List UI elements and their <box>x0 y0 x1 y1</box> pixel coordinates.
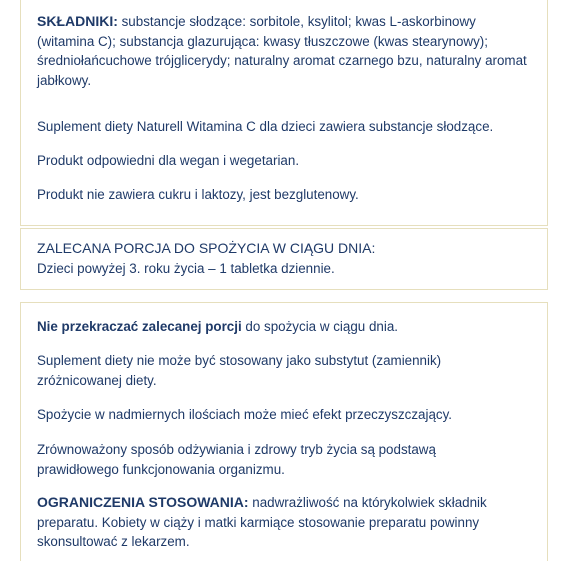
warnings-panel <box>20 302 548 561</box>
substitute-line-2: zróżnicowanej diety. <box>37 372 157 388</box>
restrictions-line-1 <box>37 493 537 513</box>
dosage-panel <box>20 228 548 290</box>
sugar-free-note: Produkt nie zawiera cukru i laktozy, jest bezglutenowy. <box>37 187 359 202</box>
vegan-note: Produkt odpowiedni dla wegan i wegetarian. <box>37 153 300 168</box>
dosage-heading: ZALECANA PORCJA DO SPOŻYCIA W CIĄGU DNIA: <box>37 240 376 256</box>
sweeteners-note: Suplement diety Naturell Witamina C dla dzieci zawiera substancje słodzące. <box>37 119 494 134</box>
ingredients-line-4: jabłkowy. <box>37 72 92 88</box>
do-not-exceed-note <box>37 317 537 337</box>
dosage-text: Dzieci powyżej 3. roku życia – 1 tabletka dziennie. <box>37 261 335 276</box>
restrictions-line-3: skonsultować z lekarzem. <box>37 534 190 549</box>
ingredients-panel <box>20 0 548 226</box>
ingredients-line-3: średniołańcuchowe trójglicerydy; naturalny aromat czarnego bzu, naturalny aromat <box>37 53 527 68</box>
laxative-note: Spożycie w nadmiernych ilościach może mieć efekt przeczyszczający. <box>37 407 453 422</box>
ingredients-text-1: substancje słodzące: sorbitole, ksylitol; kwas L-askorbinowy <box>117 14 476 29</box>
restrictions-note <box>37 493 537 552</box>
do-not-exceed-rest: do spożycia w ciągu dnia. <box>241 319 399 334</box>
restrictions-line-2: preparatu. Kobiety w ciąży i matki karmiące stosowanie preparatu powinny <box>37 514 480 530</box>
ingredients-paragraph <box>37 12 537 90</box>
do-not-exceed-bold: Nie przekraczać zalecanej porcji <box>37 319 242 334</box>
ingredients-line-2: (witamina C); substancja glazurująca: kwasy tłuszczowe (kwas stearynowy); <box>37 33 488 49</box>
lifestyle-line-2: prawidłowego funkcjonowania organizmu. <box>37 461 285 477</box>
lifestyle-note <box>37 440 537 479</box>
restrictions-text-1: nadwrażliwość na którykolwiek składnik <box>248 495 487 510</box>
substitute-line-1: Suplement diety nie może być stosowany jako substytut (zamiennik) <box>37 353 442 368</box>
ingredients-line-1 <box>37 12 537 32</box>
ingredients-label: SKŁADNIKI: <box>37 13 118 29</box>
restrictions-label: OGRANICZENIA STOSOWANIA: <box>37 494 249 510</box>
substitute-note <box>37 351 537 390</box>
lifestyle-line-1: Zrównoważony sposób odżywiania i zdrowy tryb życia są podstawą <box>37 442 436 457</box>
